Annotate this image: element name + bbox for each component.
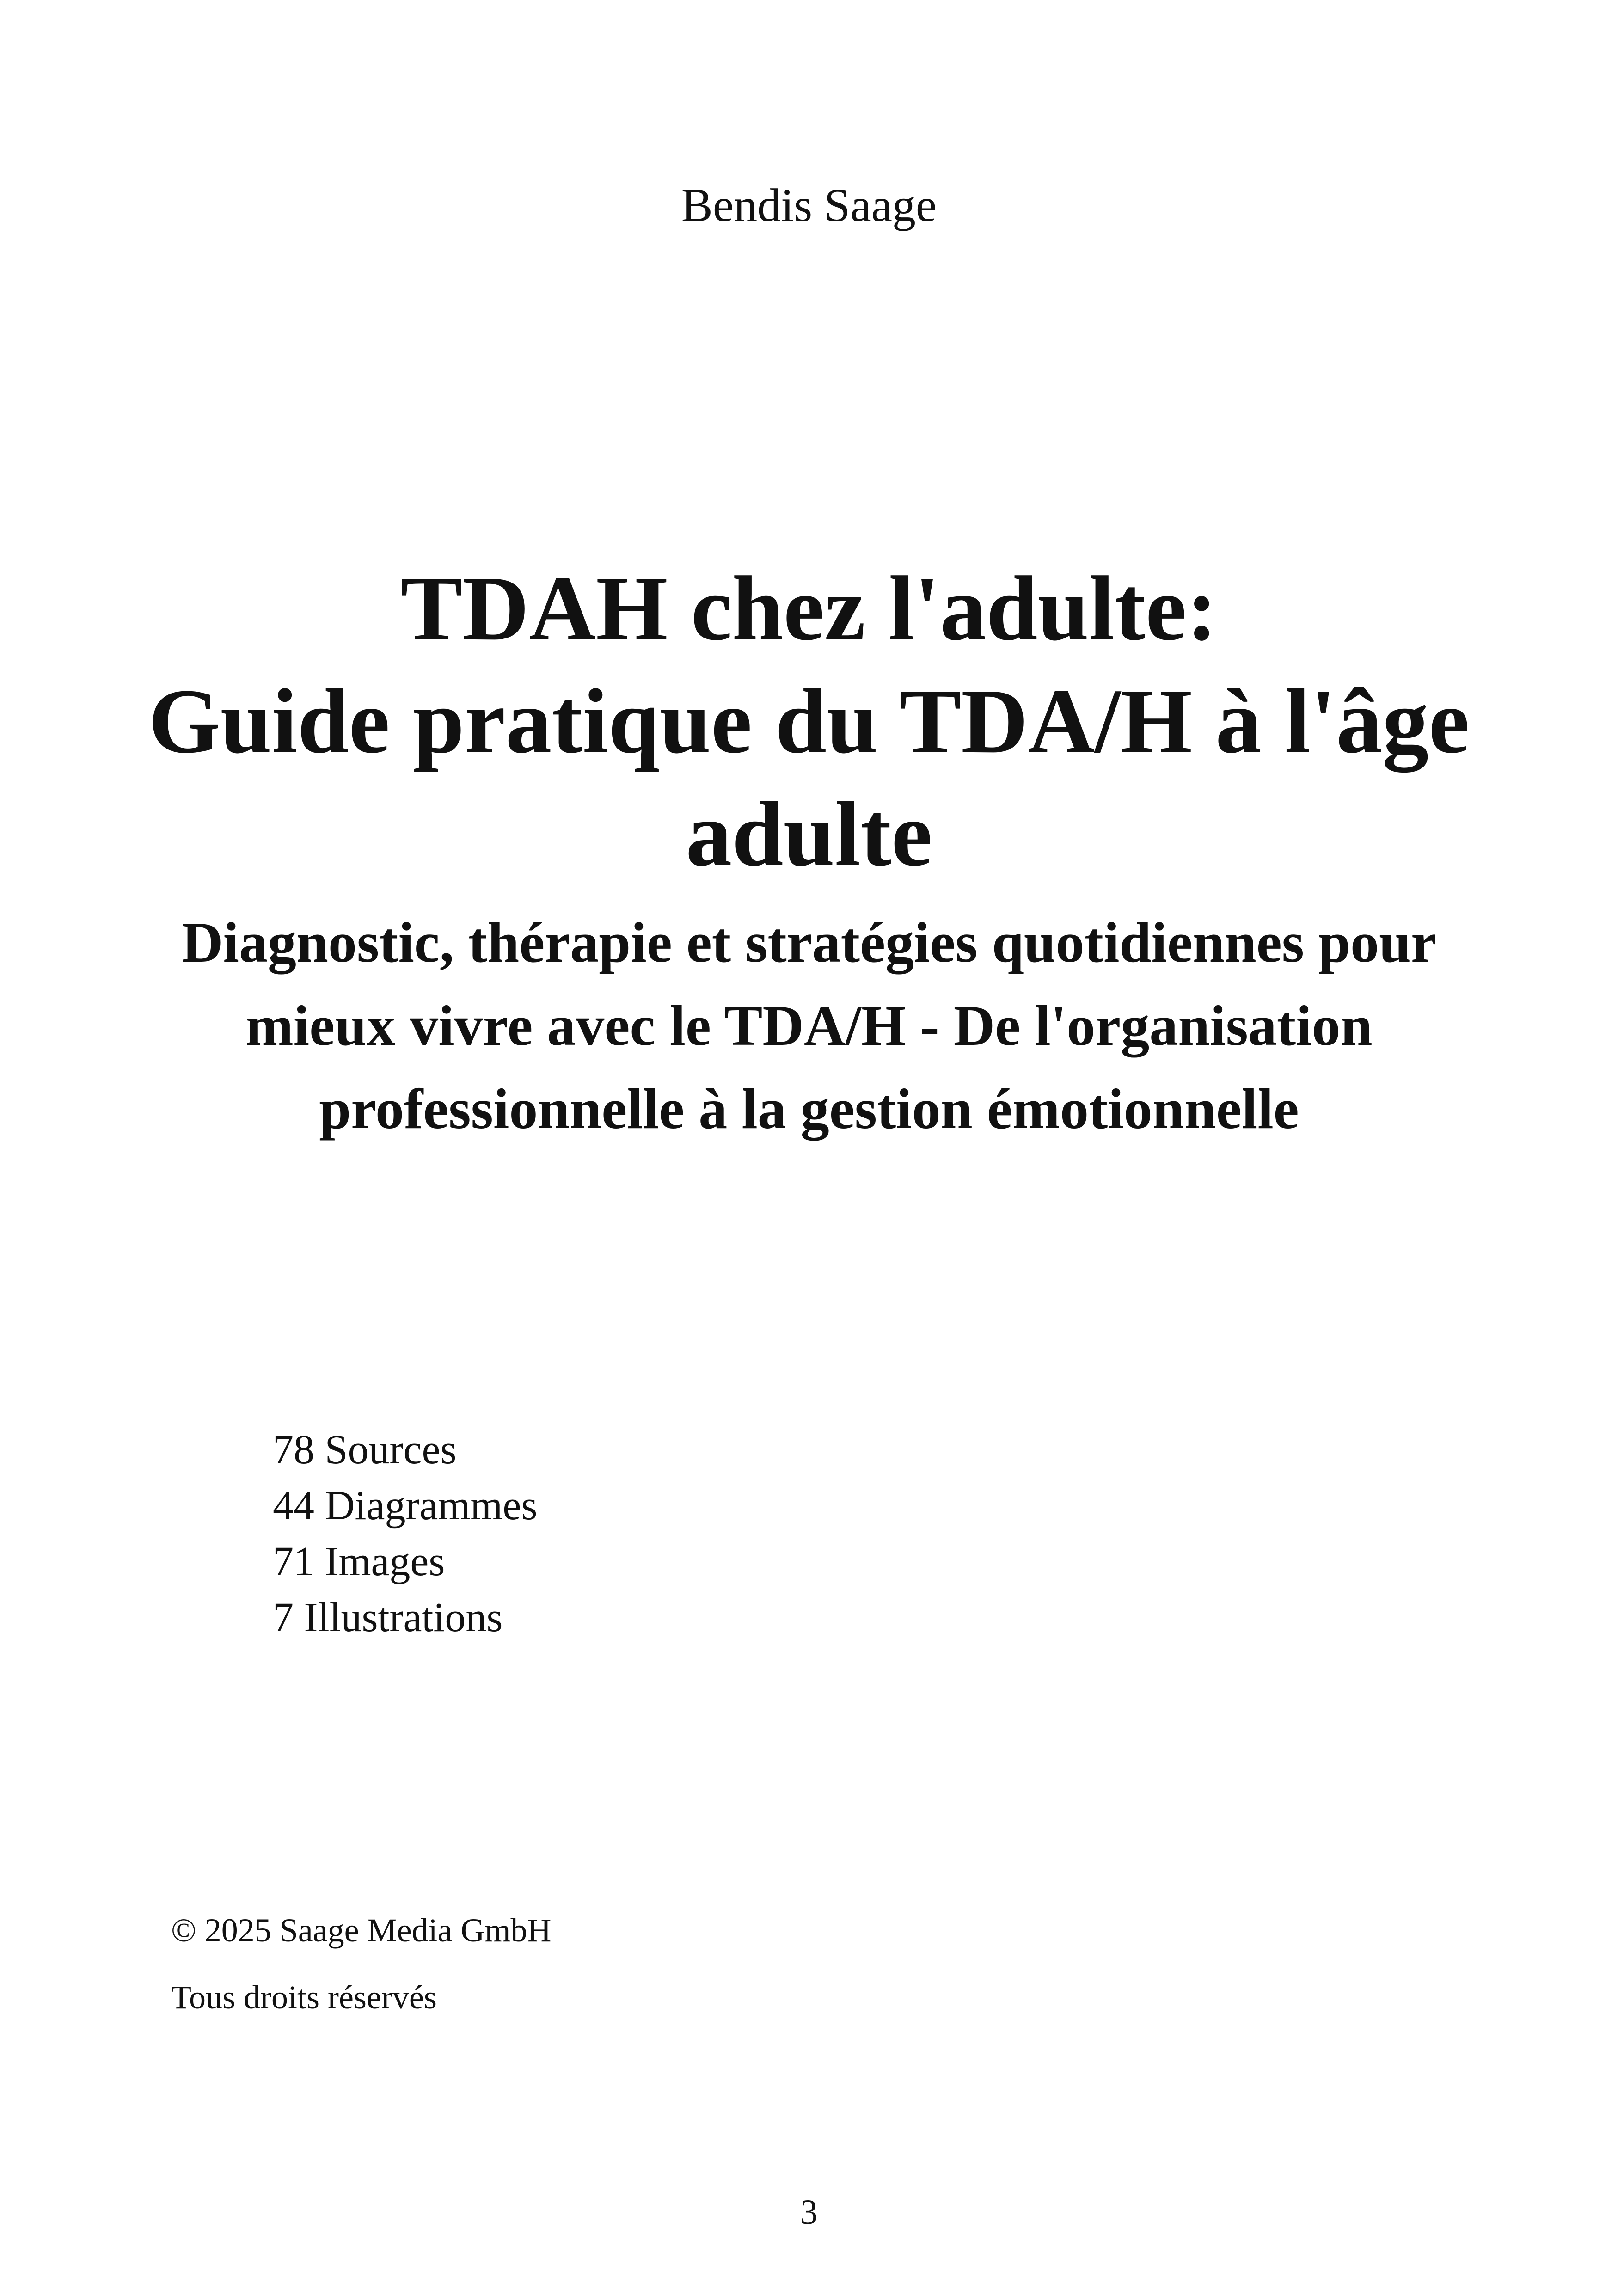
copyright-notice: © 2025 Saage Media GmbH <box>171 1912 552 1949</box>
book-title-line: Guide pratique du TDA/H à l'âge <box>148 670 1470 773</box>
stat-sources: 78 Sources <box>273 1427 457 1473</box>
stat-diagrams: 44 Diagrammes <box>273 1483 538 1529</box>
author-name: Bendis Saage <box>681 179 937 232</box>
stat-images: 71 Images <box>273 1539 445 1584</box>
book-subtitle: Diagnostic, thérapie et stratégies quotidiennes pour mieux vivre avec le TDA/H - De l'organisation professionnelle à la gestion émotionnelle <box>181 911 1437 1141</box>
book-title-line: TDAH chez l'adulte: <box>400 558 1218 660</box>
content-stats-list <box>273 1422 537 1645</box>
title-block <box>116 553 1502 1151</box>
page-number: 3 <box>800 2193 818 2232</box>
rights-notice: Tous droits réservés <box>171 1979 437 2016</box>
stat-illustrations: 7 Illustrations <box>273 1595 503 1640</box>
book-title-line: adulte <box>686 783 932 885</box>
book-title <box>116 553 1502 891</box>
